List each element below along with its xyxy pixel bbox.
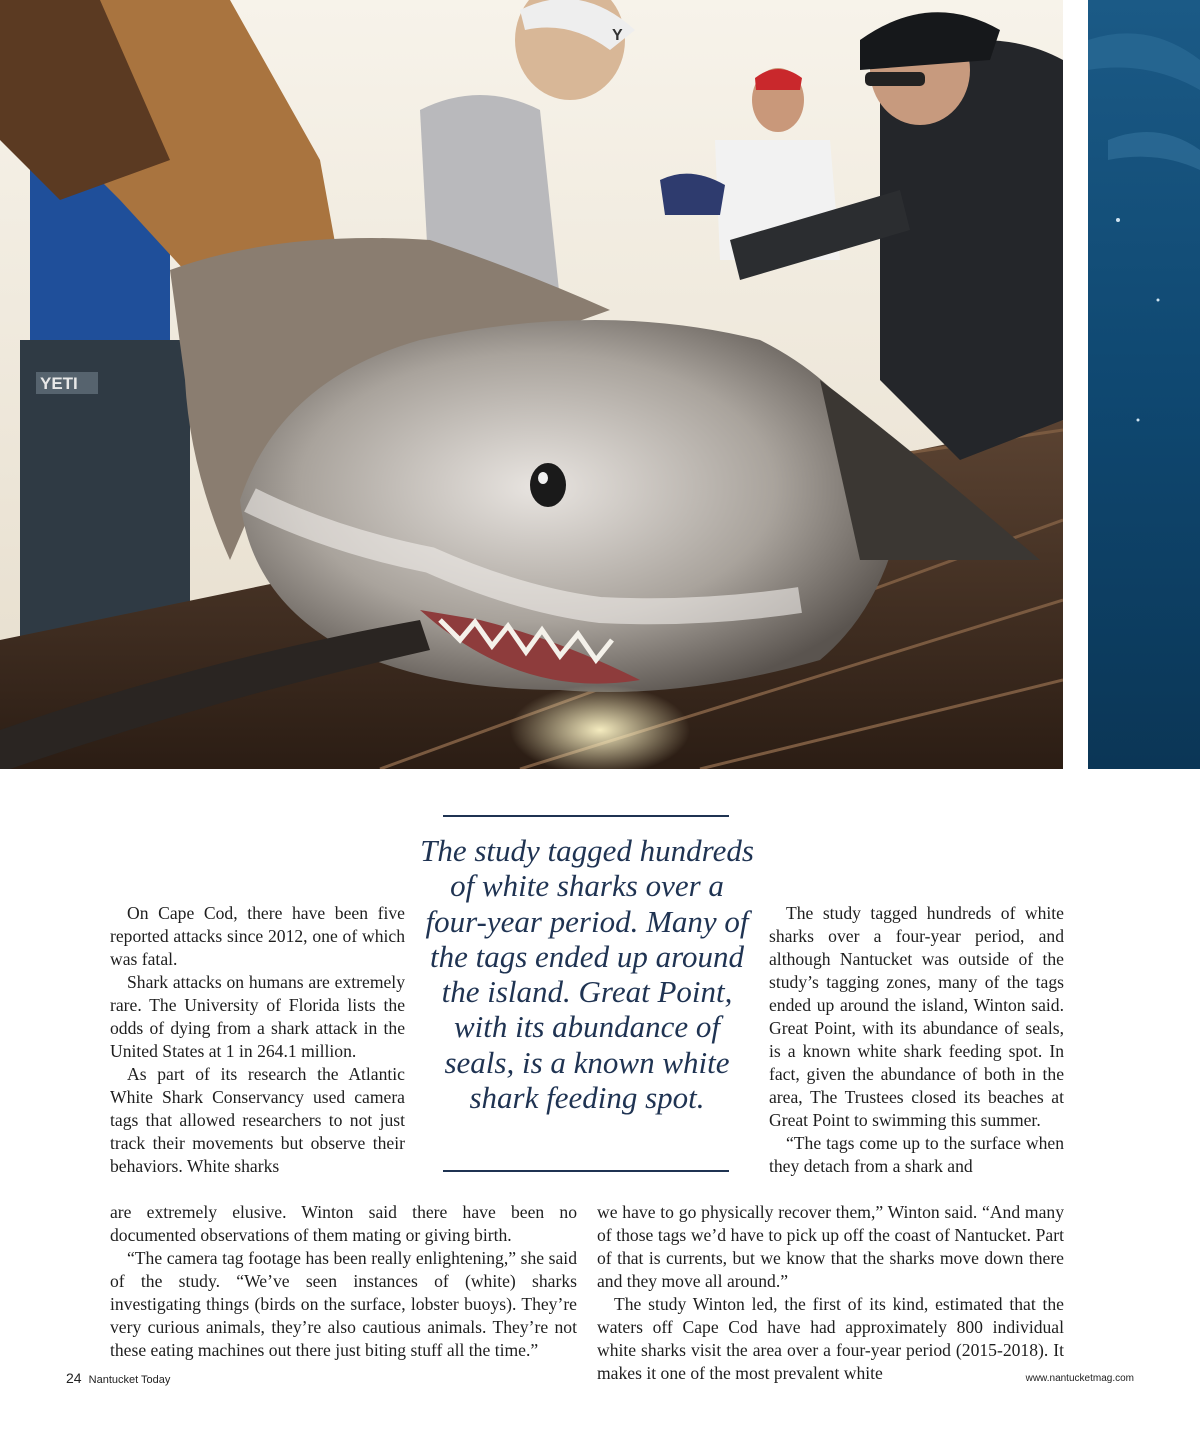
cap-logo: Y: [612, 27, 623, 44]
body-column-left-bottom: [110, 1201, 577, 1362]
paragraph: As part of its research the Atlantic White Shark Conservancy used camera tags that allowed researchers to not just track their movements but observe their behaviors. White sharks: [110, 1064, 405, 1176]
paragraph: The study tagged hundreds of white sharks over a four-year period, and although Nantucket was outside of the study’s tagging zones, many of the tags ended up around the island, Winton said. Great Point, with its abundance of seals, is a known white shark feeding spot. In fact, given the abundance of both in the area, The Trustees closed its beaches at Great Point to swimming this summer.: [769, 903, 1064, 1130]
paragraph: “The camera tag footage has been really enlightening,” she said of the study. “We’ve seen instances of (white) sharks investigating things (birds on the surface, lobster buoys). They’re very curious animals, they’re also cautious animals. They’re not these eating machines out there just biting stuff all the time.”: [110, 1248, 577, 1360]
body-column-right-top: [769, 902, 1064, 1178]
pullquote-top-rule: [443, 815, 729, 817]
cooler-logo: YETI: [40, 374, 78, 393]
paragraph: On Cape Cod, there have been five reported attacks since 2012, one of which was fatal.: [110, 903, 405, 969]
body-column-right-bottom: [597, 1201, 1064, 1385]
body-column-left-top: [110, 902, 405, 1178]
page-number: 24: [66, 1370, 82, 1386]
folio: [66, 1370, 170, 1386]
website-url: www.nantucketmag.com: [1025, 1373, 1134, 1384]
paragraph: “The tags come up to the surface when they detach from a shark and: [769, 1133, 1064, 1176]
pullquote: The study tagged hundreds of white sharks over a four-year period. Many of the tags ended up around the island. Great Point, with its abundance of seals, is a known white shark feeding spot.: [420, 833, 754, 1116]
publication-name: Nantucket Today: [88, 1374, 171, 1386]
paragraph: Shark attacks on humans are extremely rare. The University of Florida lists the odds of dying from a shark attack in the United States at 1 in 264.1 million.: [110, 972, 405, 1061]
pullquote-bottom-rule: [443, 1170, 729, 1172]
main-photo: [0, 0, 1063, 769]
paragraph: are extremely elusive. Winton said there have been no documented observations of them mating or giving birth.: [110, 1202, 577, 1245]
ocean-photo: [1088, 0, 1200, 769]
paragraph: The study Winton led, the first of its kind, estimated that the waters off Cape Cod have had approximately 800 individual white sharks visit the area over a four-year period (2015-2018). It makes it one of the most prevalent white: [597, 1294, 1064, 1383]
paragraph: we have to go physically recover them,” Winton said. “And many of those tags we’d have to pick up off the coast of Nantucket. Part of that is currents, but we know that the sharks move down there and they move all around.”: [597, 1202, 1064, 1291]
